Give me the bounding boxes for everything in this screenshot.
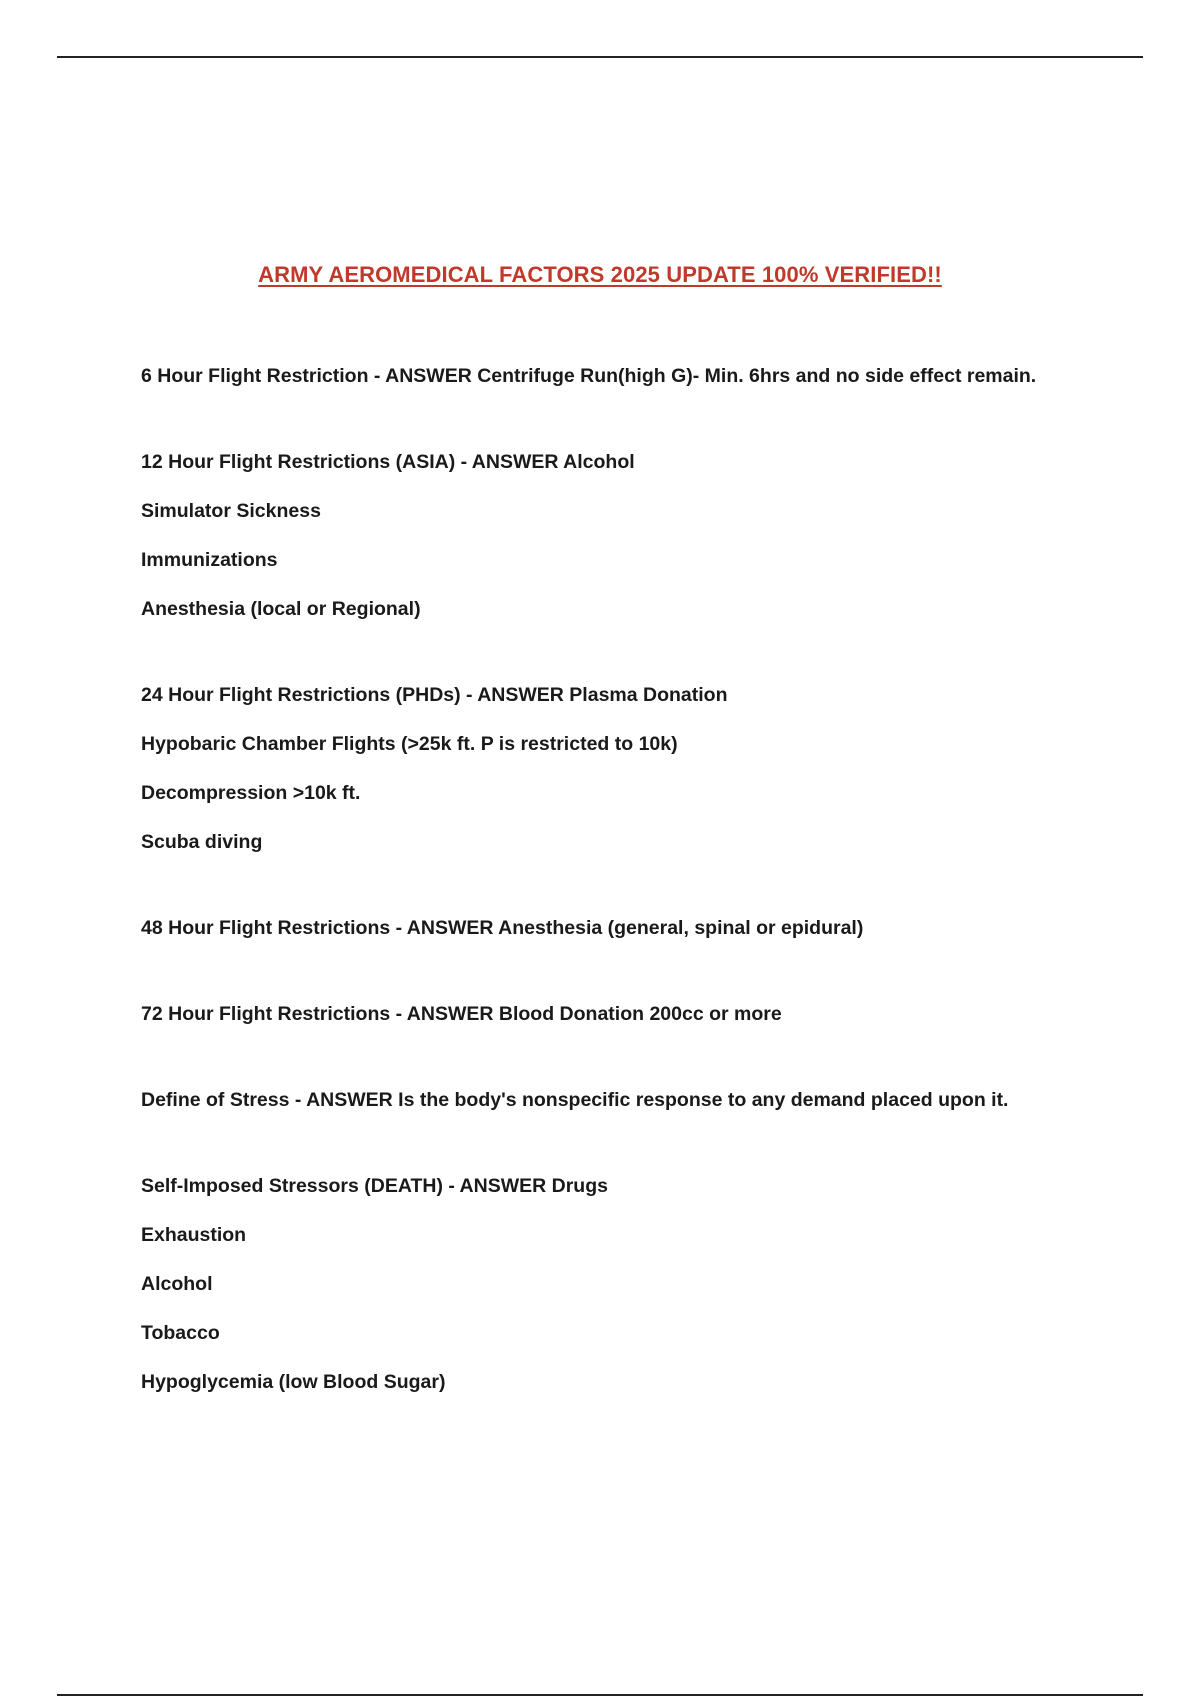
entry-line: 24 Hour Flight Restrictions (PHDs) - ANSWER Plasma Donation [141, 684, 728, 706]
qa-entry-72-hour [141, 999, 1071, 1029]
qa-entry-24-hour [141, 680, 1071, 857]
entry-line: Define of Stress - ANSWER Is the body's nonspecific response to any demand placed upon it. [141, 1089, 1009, 1111]
entry-line: Self-Imposed Stressors (DEATH) - ANSWER Drugs [141, 1175, 608, 1197]
entry-line: Hypobaric Chamber Flights (>25k ft. P is restricted to 10k) [141, 733, 678, 755]
entry-line: Scuba diving [141, 831, 263, 853]
document-title: ARMY AEROMEDICAL FACTORS 2025 UPDATE 100% VERIFIED!! [258, 262, 942, 287]
entry-line: 12 Hour Flight Restrictions (ASIA) - ANSWER Alcohol [141, 451, 635, 473]
top-page-rule [57, 56, 1143, 58]
entry-line: Tobacco [141, 1322, 220, 1344]
entry-line: Simulator Sickness [141, 500, 321, 522]
entry-line: Immunizations [141, 549, 278, 571]
entry-line: Decompression >10k ft. [141, 782, 361, 804]
entry-line: 48 Hour Flight Restrictions - ANSWER Anesthesia (general, spinal or epidural) [141, 917, 864, 939]
entry-line: Exhaustion [141, 1224, 247, 1246]
entry-line: Alcohol [141, 1273, 213, 1295]
entry-line: 6 Hour Flight Restriction - ANSWER Centrifuge Run(high G)- Min. 6hrs and no side effect remain. [141, 365, 1037, 387]
entry-line: Anesthesia (local or Regional) [141, 598, 421, 620]
entry-line: 72 Hour Flight Restrictions - ANSWER Blood Donation 200cc or more [141, 1003, 782, 1025]
document-body [141, 361, 1071, 1453]
qa-entry-48-hour [141, 913, 1071, 943]
qa-entry-self-imposed-stressors [141, 1171, 1071, 1397]
qa-entry-stress-definition [141, 1085, 1071, 1115]
bottom-page-rule [57, 1694, 1143, 1696]
qa-entry-12-hour [141, 447, 1071, 624]
qa-entry-6-hour [141, 361, 1071, 391]
entry-line: Hypoglycemia (low Blood Sugar) [141, 1371, 446, 1393]
